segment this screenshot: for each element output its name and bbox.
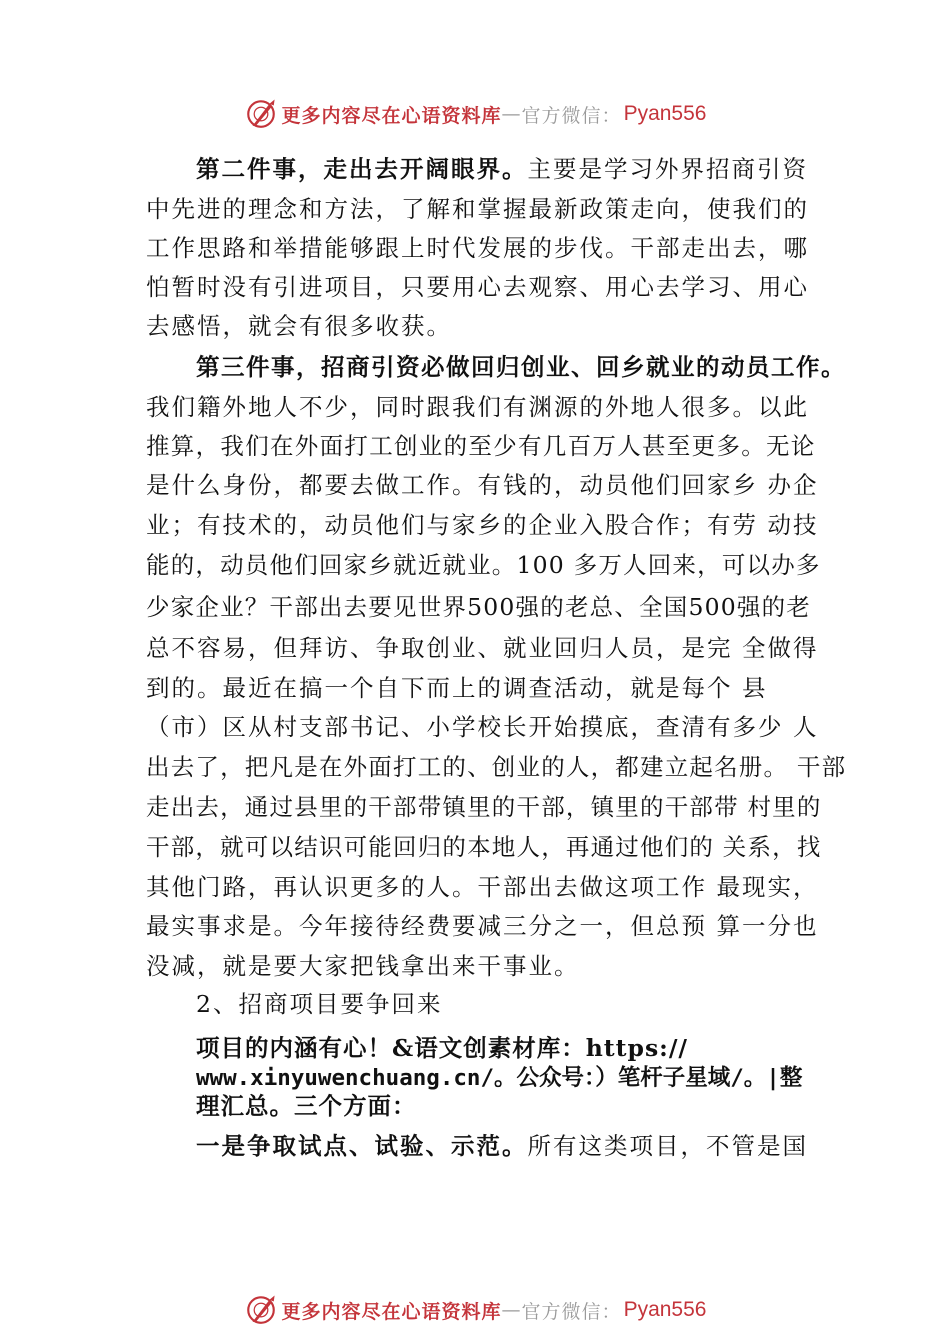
footer-banner (0, 1290, 950, 1330)
p2-line-5: 能的，动员他们回家乡就近就业。100 多万人回来，可以办多 (146, 551, 821, 579)
p2-lead: 第三件事，招商引资必做回归创业、回乡就业的动员工作。 (196, 353, 846, 381)
footer-separator: — (501, 1299, 522, 1321)
p3-rest: 所有这类项目，不管是国 (527, 1132, 808, 1160)
p1-line-1 (196, 154, 808, 184)
p2-line-12: 干部，就可以结识可能回归的本地人，再通过他们的 关系，找 (146, 833, 822, 861)
p2-line-15: 没减，就是要大家把钱拿出来干事业。 (146, 952, 580, 980)
header-wechat-id: Pyan556 (623, 102, 707, 125)
p2-line-7: 总不容易，但拜访、争取创业、就业回归人员，是完 全做得 (146, 634, 819, 662)
p2-line-1: 我们籍外地人不少，同时跟我们有渊源的外地人很多。以此 (146, 393, 809, 421)
footer-wechat-id: Pyan556 (623, 1298, 707, 1321)
p1-lead: 第二件事，走出去开阔眼界。 (196, 155, 528, 183)
p2-line-13: 其他门路，再认识更多的人。干部出去做这项工作 最现实， (146, 873, 819, 901)
p1-line1-rest: 主要是学习外界招商引资 (527, 155, 808, 183)
p2-line-3: 是什么身份，都要去做工作。有钱的，动员他们回家乡 办企 (146, 471, 819, 499)
quill-logo-icon (244, 1293, 278, 1327)
p1-line-3: 工作思路和举措能够跟上时代发展的步伐。干部走出去，哪 (146, 234, 809, 262)
header-wechat-label: 官方微信： (521, 104, 622, 127)
p3-lead: 一是争取试点、试验、示范。 (196, 1132, 528, 1160)
p3-line-1 (196, 1131, 808, 1161)
promo-line-1-text: 项目的内涵有心！&语文创素材库：https:// (196, 1034, 689, 1062)
p1-line-5: 去感悟，就会有很多收获。 (146, 312, 452, 340)
footer-wechat-label: 官方微信： (521, 1300, 622, 1323)
promo-line-1 (196, 1033, 688, 1063)
p2-line-4: 业；有技术的，动员他们与家乡的企业入股合作；有劳 动技 (146, 511, 819, 539)
p2-line-2: 推算，我们在外面打工创业的至少有几百万人甚至更多。无论 (146, 432, 816, 460)
p1-line-4: 怕暂时没有引进项目，只要用心去观察、用心去学习、用心 (146, 273, 809, 301)
header-brand-text: 更多内容尽在心语资料库 (281, 104, 502, 127)
p2-line-9: （市）区从村支部书记、小学校长开始摸底，查清有多少 人 (146, 713, 819, 741)
promo-line-3: 理汇总。三个方面： (196, 1092, 417, 1120)
footer-brand-text: 更多内容尽在心语资料库 (281, 1300, 502, 1323)
p2-line-14: 最实事求是。今年接待经费要减三分之一，但总预 算一分也 (146, 912, 819, 940)
header-separator: — (501, 103, 522, 125)
p2-line-10: 出去了，把凡是在外面打工的、创业的人，都建立起名册。 干部 (146, 753, 847, 781)
quill-logo-icon (244, 97, 278, 131)
p2-line-6: 少家企业？干部出去要见世界500强的老总、全国500强的老 (146, 593, 812, 621)
promo-line-2: www.xinyuwenchuang.cn/。公众号：）笔杆子星域/。|整 (196, 1065, 803, 1091)
header-banner (0, 94, 950, 134)
p2-line-8: 到的。最近在搞一个自下而上的调查活动，就是每个 县 (146, 674, 768, 702)
section-heading-2: 2、招商项目要争回来 (196, 990, 443, 1018)
p2-line-11: 走出去，通过县里的干部带镇里的干部，镇里的干部带 村里的 (146, 793, 822, 821)
p1-line-2: 中先进的理念和方法，了解和掌握最新政策走向，使我们的 (146, 195, 809, 223)
